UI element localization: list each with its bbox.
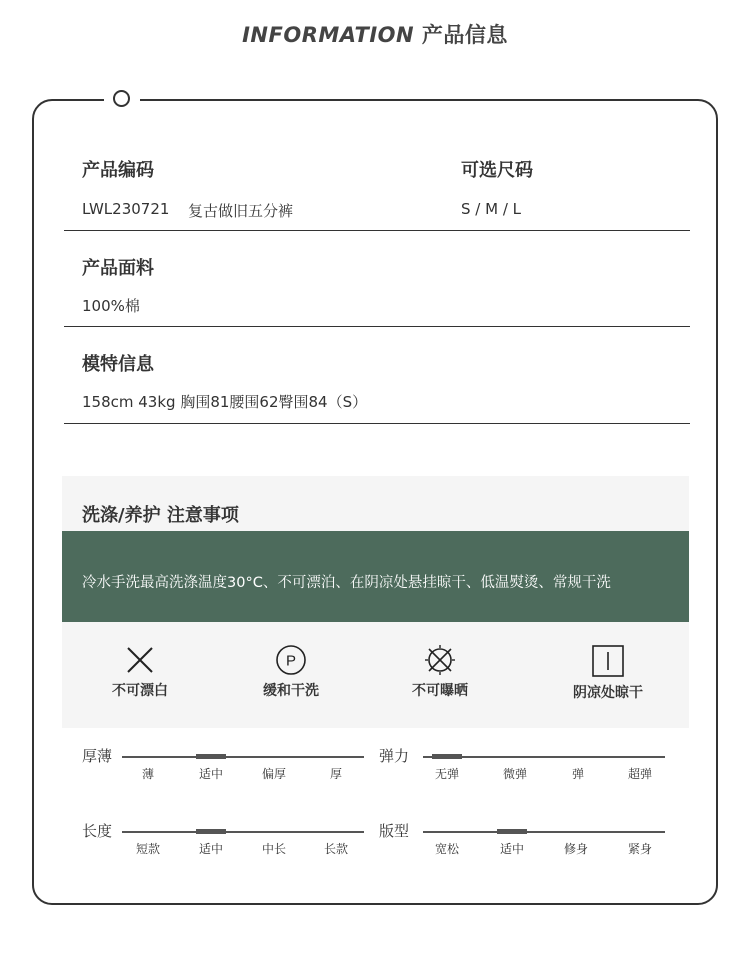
scale-selected-marker [432, 754, 462, 759]
scale-option: 修身 [563, 842, 589, 856]
scale-option: 中长 [261, 842, 287, 856]
care-item-no-tumble-dry [380, 644, 500, 700]
scale-option: 紧身 [627, 842, 653, 856]
fabric-value: 100%棉 [82, 297, 140, 315]
gentle-dry-clean-icon [275, 644, 307, 676]
scale-option: 适中 [198, 842, 224, 856]
care-item-gentle-dry-clean [231, 644, 351, 700]
scale-option: 弹 [571, 767, 585, 781]
line-dry-shade-icon [591, 644, 625, 678]
scale-name: 版型 [379, 822, 410, 840]
care-instructions: 冷水手洗最高洗涤温度30°C、不可漂泊、在阴凉处悬挂晾干、低温熨烫、常规干洗 [82, 575, 611, 591]
page-title [0, 19, 750, 49]
info-row-fabric [64, 232, 690, 327]
size-label: 可选尺码 [461, 160, 533, 181]
no-tumble-dry-icon [424, 644, 456, 676]
care-label-gentle-dry-clean: 缓和干洗 [263, 683, 319, 699]
scale-option: 长款 [323, 842, 349, 856]
care-panel [62, 476, 689, 728]
fabric-label: 产品面料 [82, 258, 154, 279]
scale-option: 偏厚 [261, 767, 287, 781]
scale-option: 微弹 [502, 767, 528, 781]
scale-name: 弹力 [379, 747, 410, 765]
care-label-no-bleach: 不可漂白 [112, 683, 168, 699]
scale-option: 薄 [141, 767, 155, 781]
care-label-no-tumble-dry: 不可曝晒 [412, 683, 468, 699]
care-item-no-bleach [80, 644, 200, 700]
scale-option: 适中 [198, 767, 224, 781]
size-value: S / M / L [461, 200, 521, 218]
scale-name: 长度 [82, 822, 113, 840]
model-value: 158cm 43kg 胸围81腰围62臀围84（S） [82, 393, 368, 411]
svg-text:P: P [285, 652, 297, 670]
scale-option: 宽松 [434, 842, 460, 856]
product-name-value: 复古做旧五分裤 [188, 202, 294, 220]
no-bleach-icon [124, 644, 156, 676]
scale-option: 超弹 [627, 767, 653, 781]
care-title: 洗涤/养护 注意事项 [82, 505, 239, 526]
scale-selected-marker [497, 829, 527, 834]
page-title-en: INFORMATION [242, 23, 415, 47]
product-code-label: 产品编码 [82, 160, 154, 181]
scale-option: 无弹 [434, 767, 460, 781]
scale-option: 厚 [329, 767, 343, 781]
scale-option: 适中 [499, 842, 525, 856]
scale-selected-marker [196, 829, 226, 834]
info-row-model [64, 328, 690, 424]
scale-name: 厚薄 [82, 747, 113, 765]
model-label: 模特信息 [82, 354, 154, 375]
scale-track [122, 756, 364, 758]
care-label-line-dry-shade: 阴凉处晾干 [573, 685, 643, 701]
scale-track [122, 831, 364, 833]
page-title-cn: 产品信息 [421, 23, 508, 47]
scale-selected-marker [196, 754, 226, 759]
scale-track [423, 831, 665, 833]
care-instructions-band [62, 531, 689, 622]
hang-tag-hole-icon [113, 90, 130, 107]
scale-option: 短款 [135, 842, 161, 856]
info-row-code [64, 140, 690, 231]
care-item-line-dry-shade [548, 644, 668, 702]
product-code-value: LWL230721 [82, 200, 170, 218]
